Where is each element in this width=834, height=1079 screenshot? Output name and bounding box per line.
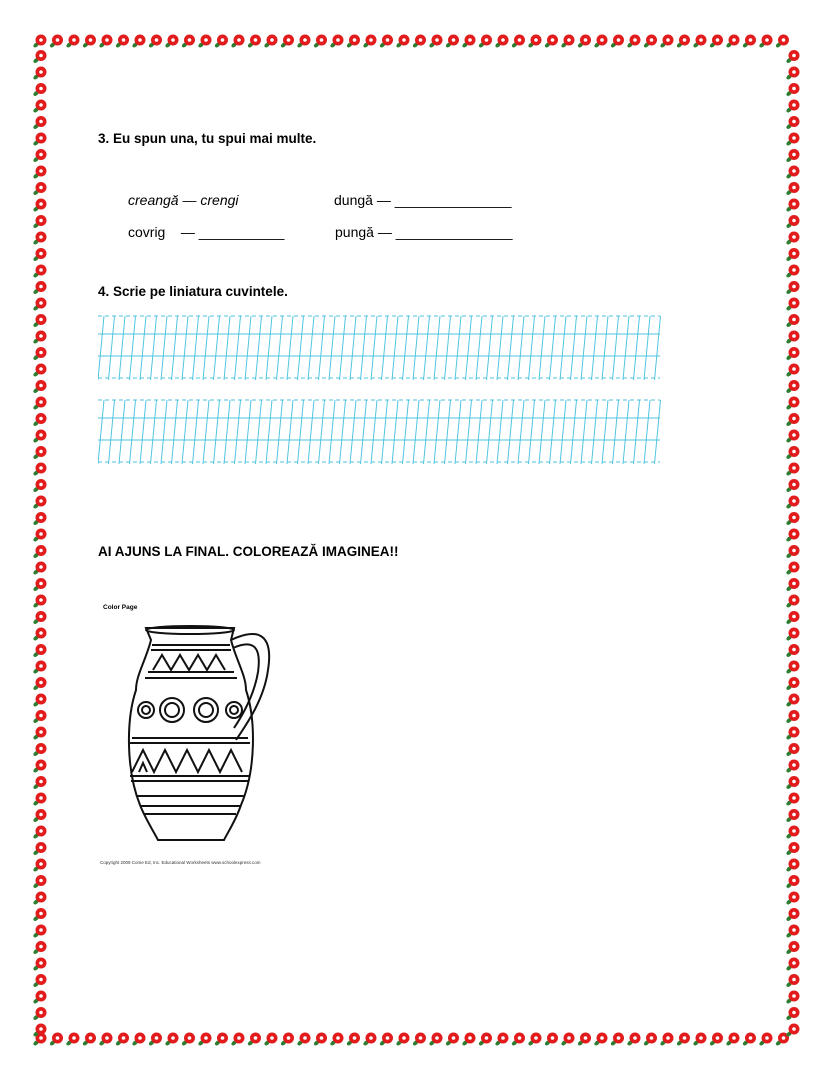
border-flower [362,35,376,49]
border-flower [461,35,475,49]
border-flower [32,793,46,807]
flower-border-pattern [32,32,802,1048]
border-flower [32,166,46,180]
border-flower [247,1033,261,1047]
border-flower [214,1033,228,1047]
border-flower [785,215,799,229]
border-flower [785,628,799,642]
pair-dunga: dungă — _______________ [334,192,512,208]
border-flower [785,67,799,81]
border-flower [32,760,46,774]
border-flower [32,991,46,1005]
border-flower [32,875,46,889]
border-flower [32,578,46,592]
border-flower [82,1033,96,1047]
border-flower [785,595,799,609]
border-flower [544,1033,558,1047]
border-flower [785,842,799,856]
border-flower [785,166,799,180]
border-flower [643,35,657,49]
border-flower [785,710,799,724]
border-flower [785,347,799,361]
border-flower [32,182,46,196]
border-flower [742,1033,756,1047]
border-flower [785,446,799,460]
border-flower [197,1033,211,1047]
border-flower [32,661,46,675]
border-flower [577,35,591,49]
border-flower [785,661,799,675]
border-flower [478,1033,492,1047]
border-flower [32,380,46,394]
border-flower [32,727,46,741]
border-flower [32,892,46,906]
border-flower [82,35,96,49]
border-flower [785,743,799,757]
border-flower [577,1033,591,1047]
border-flower [32,248,46,262]
border-flower [725,35,739,49]
border-flower [32,199,46,213]
border-flower [758,35,772,49]
border-flower [785,83,799,97]
border-flower [32,133,46,147]
border-flower [785,908,799,922]
border-flower [785,529,799,543]
task-4-title: 4. Scrie pe liniatura cuvintele. [98,284,288,299]
border-flower [785,545,799,559]
border-flower [560,1033,574,1047]
border-flower [785,149,799,163]
jug-coloring-image [96,600,301,870]
border-flower [785,364,799,378]
border-flower [32,265,46,279]
border-flower [313,35,327,49]
border-flower [428,35,442,49]
border-flower [32,298,46,312]
final-title: AI AJUNS LA FINAL. COLOREAZĂ IMAGINEA!! [98,544,399,559]
border-flower [785,265,799,279]
border-flower [709,35,723,49]
border-flower [32,116,46,130]
border-flower [115,1033,129,1047]
border-flower [785,479,799,493]
border-flower [785,430,799,444]
border-flower [412,35,426,49]
border-flower [494,35,508,49]
border-flower [785,199,799,213]
border-flower [379,1033,393,1047]
image-caption: Color Page [103,604,138,611]
border-flower [32,743,46,757]
border-flower [49,35,63,49]
border-flower [214,35,228,49]
border-flower [32,397,46,411]
border-flower [785,133,799,147]
border-flower [692,35,706,49]
border-flower [785,958,799,972]
border-flower [785,463,799,477]
border-flower [263,35,277,49]
border-flower [785,298,799,312]
border-flower [32,364,46,378]
border-flower [32,50,46,64]
border-flower [32,859,46,873]
border-flower [115,35,129,49]
border-flower [785,496,799,510]
border-flower [65,35,79,49]
border-flower [32,446,46,460]
border-flower [785,776,799,790]
border-flower [785,611,799,625]
border-flower [32,595,46,609]
border-flower [511,1033,525,1047]
border-flower [32,1007,46,1021]
border-flower [280,1033,294,1047]
border-flower [785,512,799,526]
border-flower [643,1033,657,1047]
border-flower [32,776,46,790]
border-flower [610,1033,624,1047]
border-flower [32,545,46,559]
border-flower [32,463,46,477]
border-flower [32,908,46,922]
border-flower [775,35,789,49]
border-flower [610,35,624,49]
border-flower [32,430,46,444]
border-flower [560,35,574,49]
border-flower [785,974,799,988]
border-flower [785,925,799,939]
border-flower [412,1033,426,1047]
border-flower [32,974,46,988]
border-flower [785,182,799,196]
pair-creanga: creangă — crengi [128,192,239,208]
border-flower [346,1033,360,1047]
pair-punga: pungă — _______________ [335,224,513,240]
border-flower [32,314,46,328]
border-flower [593,35,607,49]
border-flower [785,562,799,576]
border-flower [379,35,393,49]
border-flower [785,793,799,807]
border-flower [527,35,541,49]
border-flower [32,529,46,543]
border-flower [148,1033,162,1047]
border-flower [593,1033,607,1047]
border-flower [742,35,756,49]
border-flower [32,562,46,576]
border-flower [362,1033,376,1047]
border-flower [49,1033,63,1047]
border-flower [32,232,46,246]
border-flower [32,611,46,625]
border-flower [785,677,799,691]
border-flower [445,35,459,49]
border-flower [32,67,46,81]
border-flower [785,1024,799,1038]
border-flower [32,215,46,229]
border-flower [709,1033,723,1047]
border-flower [32,347,46,361]
border-flower [32,496,46,510]
border-flower [544,35,558,49]
border-flower [785,413,799,427]
border-flower [32,331,46,345]
border-flower [785,859,799,873]
border-flower [428,1033,442,1047]
border-flower [131,35,145,49]
border-flower [785,727,799,741]
border-flower [32,644,46,658]
border-flower [32,413,46,427]
border-flower [758,1033,772,1047]
border-flower [395,1033,409,1047]
border-flower [32,281,46,295]
border-flower [329,35,343,49]
border-flower [32,694,46,708]
border-flower [725,1033,739,1047]
border-flower [785,875,799,889]
pair-covrig: covrig — ___________ [128,224,285,240]
border-flower [478,35,492,49]
border-flower [785,100,799,114]
border-flower [32,710,46,724]
handwriting-ruling-2 [98,396,664,468]
border-flower [247,35,261,49]
jug-icon [96,600,301,870]
border-flower [32,941,46,955]
border-flower [527,1033,541,1047]
border-flower [785,991,799,1005]
border-flower [785,941,799,955]
image-footer: Copyright 2009 Come Ed, Inc. Educational Worksheets www.schoolexpress.com [100,860,261,865]
border-flower [785,694,799,708]
border-flower [32,83,46,97]
border-flower [32,925,46,939]
border-flower [785,331,799,345]
border-flower [32,809,46,823]
border-flower [395,35,409,49]
border-flower [280,35,294,49]
border-flower [445,1033,459,1047]
border-flower [676,35,690,49]
border-flower [785,116,799,130]
border-flower [98,1033,112,1047]
border-flower [263,1033,277,1047]
border-flower [626,35,640,49]
border-flower [785,314,799,328]
border-flower [32,35,46,49]
border-flower [785,578,799,592]
border-flower [32,479,46,493]
border-flower [785,892,799,906]
border-flower [461,1033,475,1047]
border-flower [181,35,195,49]
border-flower [346,35,360,49]
border-flower [32,149,46,163]
handwriting-ruling-1 [98,312,664,384]
border-flower [164,1033,178,1047]
border-flower [785,380,799,394]
border-flower [692,1033,706,1047]
border-flower [32,100,46,114]
border-flower [313,1033,327,1047]
border-flower [32,826,46,840]
border-flower [230,1033,244,1047]
border-flower [32,677,46,691]
border-flower [659,1033,673,1047]
border-flower [296,35,310,49]
border-flower [296,1033,310,1047]
border-flower [148,35,162,49]
task-3-title: 3. Eu spun una, tu spui mai multe. [98,131,317,146]
border-flower [785,809,799,823]
border-flower [230,35,244,49]
border-flower [98,35,112,49]
border-flower [785,826,799,840]
border-flower [785,1007,799,1021]
border-flower [626,1033,640,1047]
border-flower [32,628,46,642]
border-flower [32,958,46,972]
border-flower [32,512,46,526]
border-flower [785,760,799,774]
border-flower [511,35,525,49]
border-flower [785,644,799,658]
border-flower [65,1033,79,1047]
border-flower [785,232,799,246]
border-flower [181,1033,195,1047]
border-flower [329,1033,343,1047]
border-flower [131,1033,145,1047]
border-flower [676,1033,690,1047]
border-flower [785,397,799,411]
border-flower [659,35,673,49]
decorative-border [32,32,802,1048]
border-flower [197,35,211,49]
border-flower [785,50,799,64]
border-flower [494,1033,508,1047]
border-flower [785,248,799,262]
border-flower [32,842,46,856]
border-flower [785,281,799,295]
border-flower [164,35,178,49]
